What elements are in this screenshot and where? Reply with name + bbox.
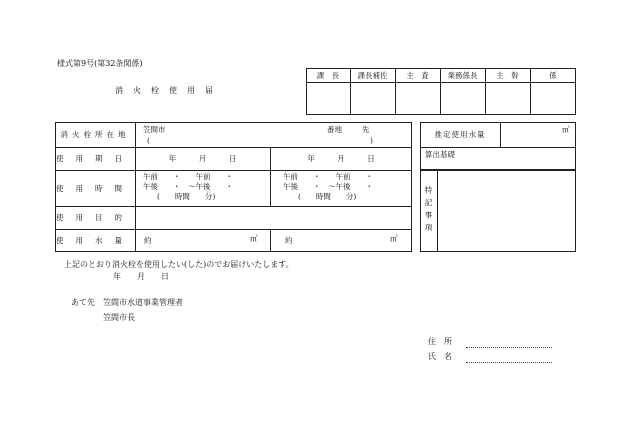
form-number: 様式第9号(第32条関係): [57, 59, 143, 68]
address-line[interactable]: [466, 347, 552, 348]
location-city: 笠間市: [143, 125, 166, 134]
volume-label: 使用水量: [56, 236, 134, 245]
name-label: 氏 名: [428, 352, 452, 361]
time-pm-line-1: 午後 ・ ～午後 ・: [143, 182, 233, 191]
purpose-label: 使用目的: [56, 213, 134, 222]
addressee-2: 笠間市長: [103, 313, 135, 322]
basis-label: 算出基礎: [425, 150, 455, 159]
date-field-1[interactable]: 年 月 日: [168, 154, 237, 163]
approx-1: 約: [144, 236, 152, 245]
date-field-2[interactable]: 年 月 日: [307, 154, 375, 163]
location-label: 消火栓所在地: [60, 130, 130, 139]
location-banchi: 番地: [327, 125, 342, 134]
unit-1: ㎥: [250, 234, 258, 243]
approval-header: 主 幹: [496, 70, 519, 80]
approx-2: 約: [285, 236, 293, 245]
approval-header: 係: [549, 70, 557, 80]
addressee-1: 笠間市水道事業管理者: [103, 298, 183, 307]
time-duration-1: ( 時間 分): [157, 192, 216, 201]
location-saki: 先: [362, 125, 370, 134]
approval-header: 課長補佐: [357, 70, 388, 80]
approval-header: 主 査: [406, 70, 429, 80]
remarks-label: 特記事項: [424, 186, 433, 236]
time-am-line-2: 午前 ・ 午前 ・: [283, 172, 373, 181]
paren-close: ): [370, 136, 373, 145]
estimated-unit: ㎥: [562, 125, 570, 134]
approval-header: 業務係長: [447, 70, 478, 80]
estimated-volume-label: 推定使用水量: [434, 130, 486, 139]
address-label: 住 所: [428, 337, 452, 346]
paren-open: (: [147, 136, 150, 145]
time-pm-line-2: 午後 ・ ～午後 ・: [283, 182, 373, 191]
form-title: 消 火 栓 使 用 届: [115, 86, 214, 95]
approval-header: 課 長: [316, 70, 340, 80]
time-am-line-1: 午前 ・ 午前 ・: [143, 172, 233, 181]
statement: 上記のとおり消火栓を使用したい(した)のでお届けいたします。: [64, 260, 294, 269]
time-duration-2: ( 時間 分): [298, 192, 357, 201]
submission-date: 年 月 日: [113, 272, 169, 281]
period-label: 使用期日: [56, 154, 134, 163]
name-line[interactable]: [466, 362, 552, 363]
unit-2: ㎥: [390, 234, 398, 243]
time-label: 使用時間: [56, 183, 134, 193]
addressee-label: あて先: [71, 298, 95, 307]
